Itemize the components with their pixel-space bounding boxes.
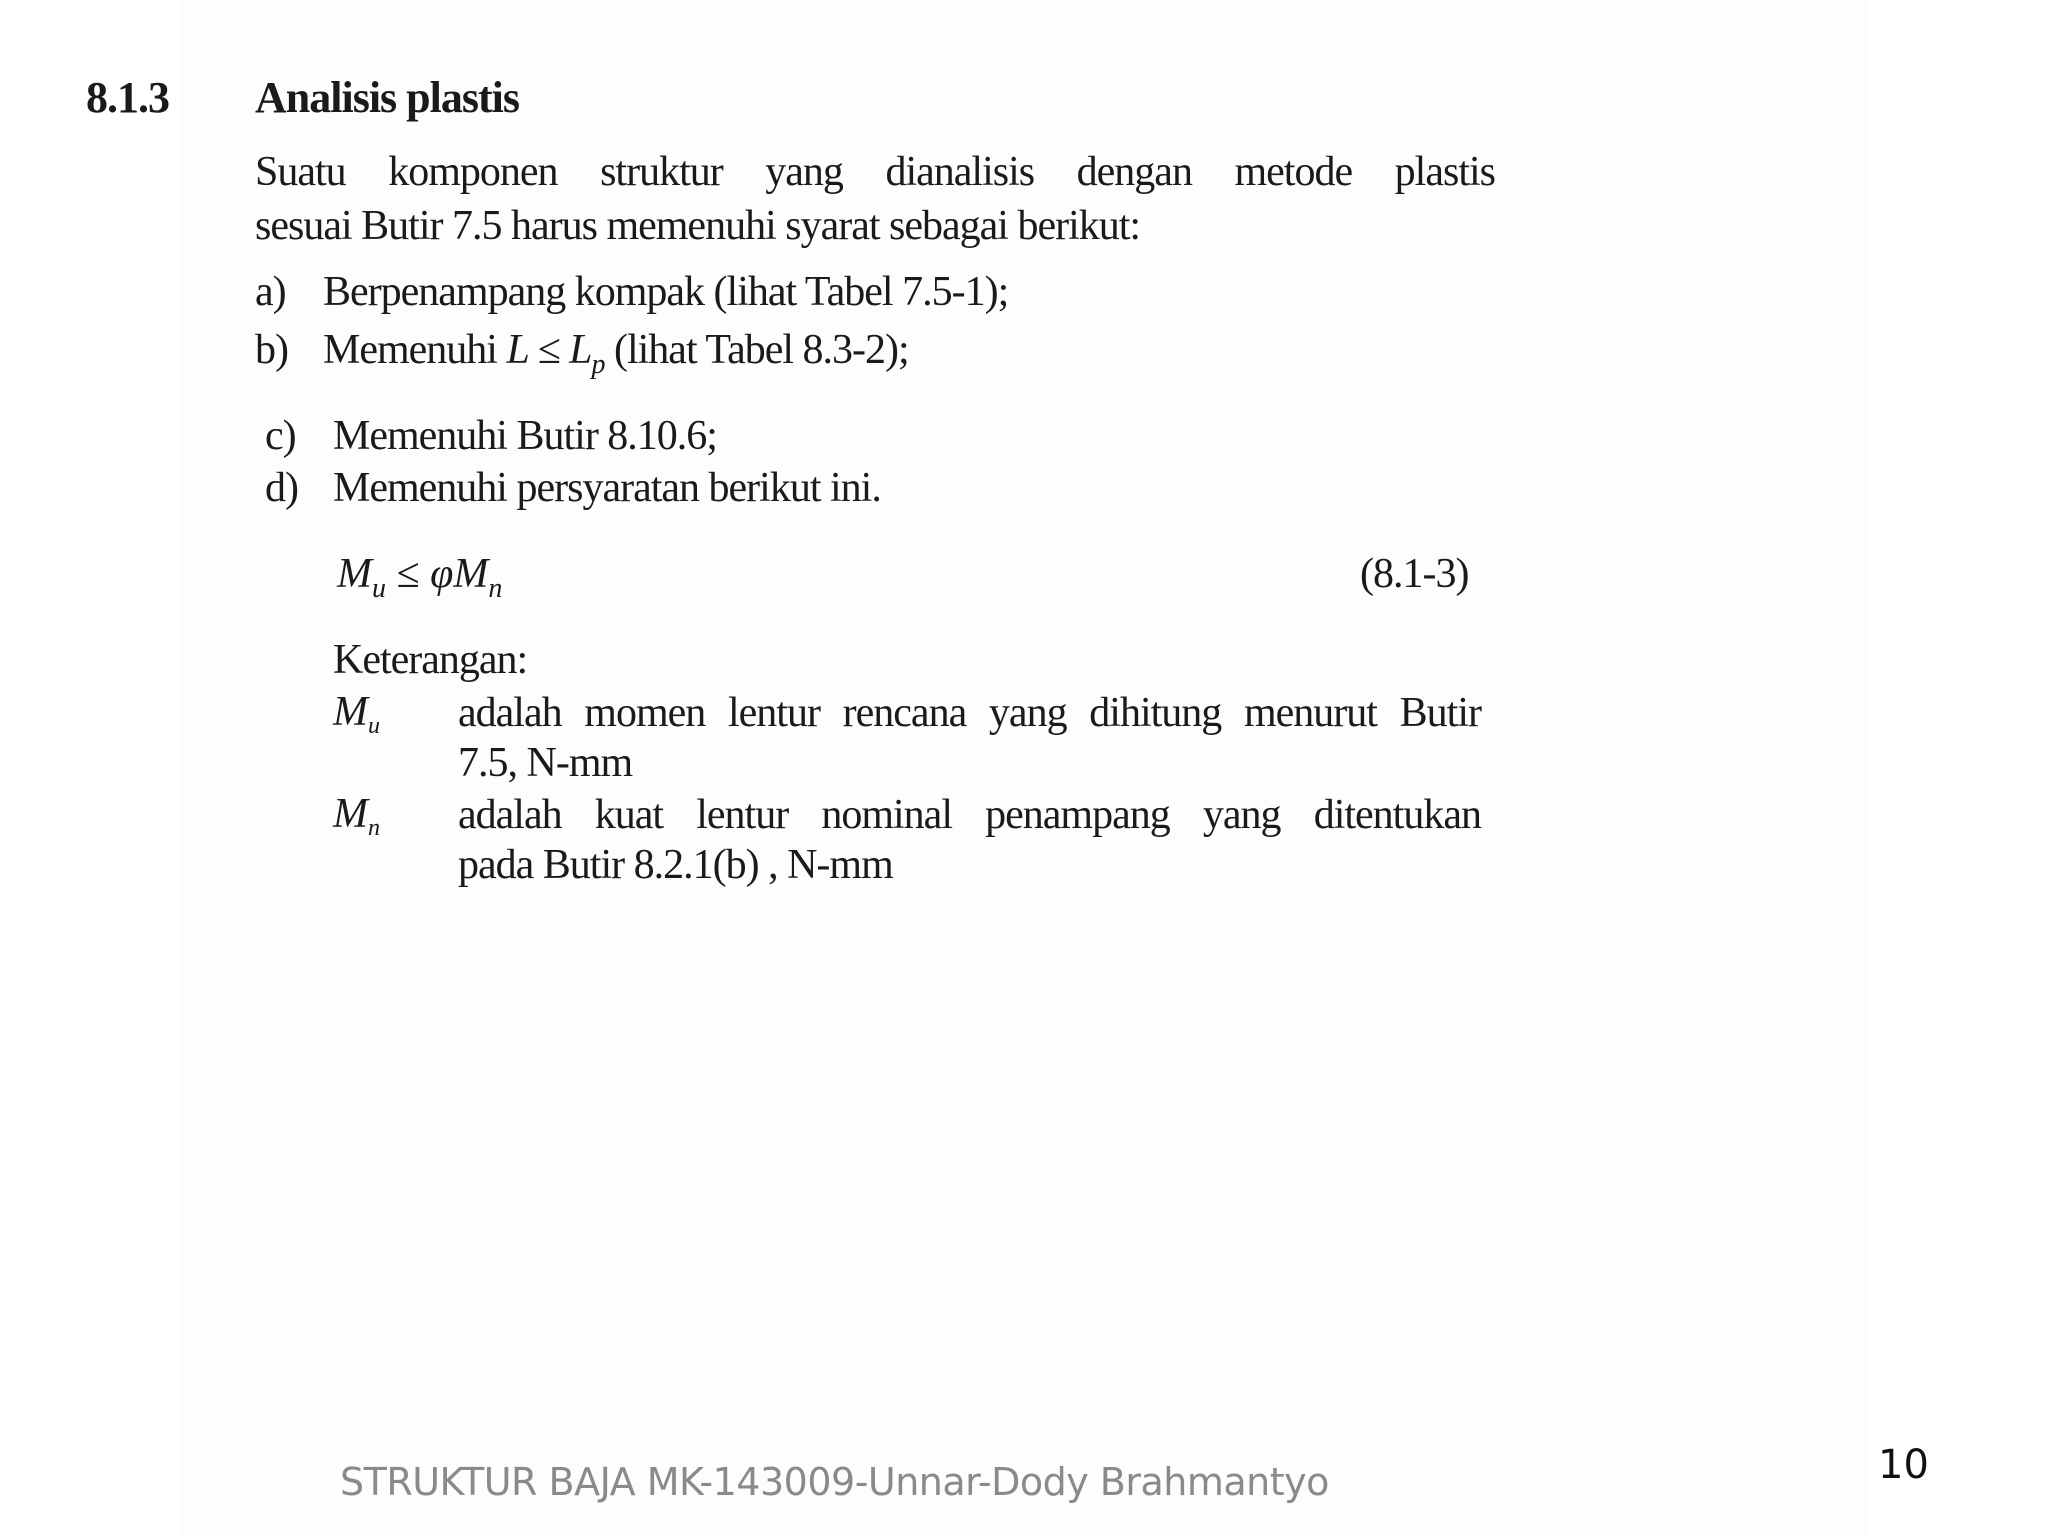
list-marker: a) bbox=[255, 269, 286, 315]
intro-paragraph bbox=[255, 145, 1495, 253]
list-item-text: Memenuhi persyaratan berikut ini. bbox=[333, 465, 881, 511]
inequality-math: $L \le L_p$ bbox=[506, 327, 605, 380]
formula-expression: $M_u \le \varphi M_n$ bbox=[337, 551, 503, 604]
list-item-b bbox=[255, 326, 909, 381]
legend-heading: Keterangan: bbox=[333, 637, 528, 683]
intro-line-1: Suatu komponen struktur yang dianalisis dengan metode plastis bbox=[255, 149, 1495, 195]
list-item-text: Berpenampang kompak (lihat Tabel 7.5-1); bbox=[323, 269, 1009, 315]
page-number: 10 bbox=[1878, 1442, 1929, 1488]
definition-symbol-mn: Mn bbox=[333, 791, 380, 841]
section-title: Analisis plastis bbox=[255, 73, 519, 122]
list-item-a bbox=[255, 268, 1008, 316]
definition-symbol-mu: Mu bbox=[333, 689, 380, 739]
list-item-text: Memenuhi Butir 8.10.6; bbox=[333, 413, 717, 459]
list-marker: b) bbox=[255, 327, 288, 373]
list-marker: c) bbox=[265, 413, 296, 459]
definition-text-mu: adalah momen lentur rencana yang dihitung menurut Butir 7.5, N-mm bbox=[458, 690, 1481, 786]
list-item-reference: (lihat Tabel 8.3-2); bbox=[613, 327, 909, 373]
list-item-c bbox=[265, 412, 717, 460]
formula-number: (8.1-3) bbox=[1360, 551, 1469, 597]
intro-line-2: sesuai Butir 7.5 harus memenuhi syarat sebagai berikut: bbox=[255, 203, 1141, 249]
list-marker: d) bbox=[265, 465, 298, 511]
list-item-d bbox=[265, 464, 881, 512]
slide-footer: STRUKTUR BAJA MK-143009-Unnar-Dody Brahmantyo bbox=[340, 1460, 1329, 1504]
list-item-text: Memenuhi bbox=[323, 327, 497, 373]
section-number: 8.1.3 bbox=[86, 73, 169, 122]
definition-text-mn: adalah kuat lentur nominal penampang yang ditentukan pada Butir 8.2.1(b) , N-mm bbox=[458, 792, 1481, 888]
